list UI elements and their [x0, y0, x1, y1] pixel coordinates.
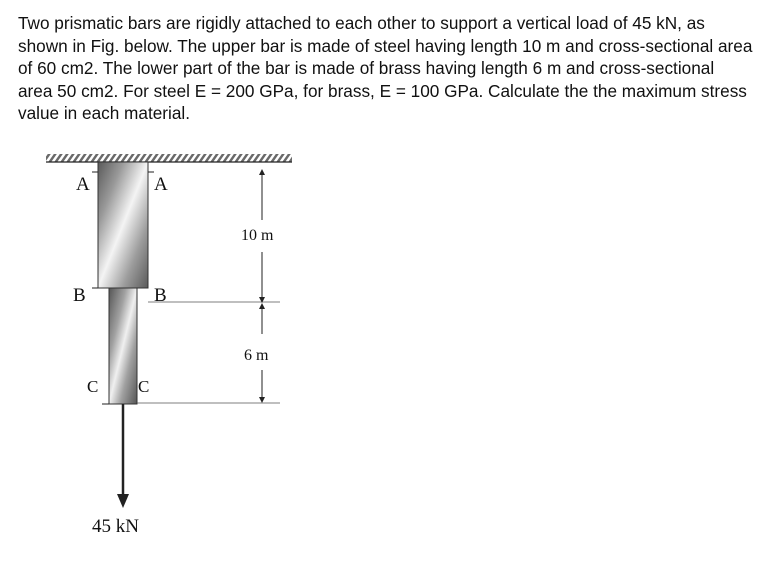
label-c-left: C	[87, 377, 99, 396]
load-label: 45 kN	[92, 516, 139, 537]
label-a-right: A	[154, 174, 168, 195]
dimension-lower-label: 6 m	[244, 347, 269, 364]
brass-bar	[109, 288, 137, 404]
dimension-upper-label: 10 m	[241, 227, 274, 244]
steel-bar	[98, 162, 148, 288]
bar-figure	[40, 148, 300, 558]
label-b-right: B	[154, 285, 167, 306]
figure-svg	[40, 148, 300, 558]
load-arrowhead	[117, 494, 129, 508]
problem-statement: Two prismatic bars are rigidly attached to each other to support a vertical load of 45 kN, as shown in Fig. below. The upper bar is made of steel having length 10 m and cross-sectional area of 60 cm2. The lower part of the bar is made of brass having length 6 m and cross-sectional area 50 cm2. For steel E = 200 GPa, for brass, E = 100 GPa. Calculate the the maximum stress value in each material.	[18, 13, 753, 124]
label-b-left: B	[73, 285, 86, 306]
fixed-support-hatch	[46, 154, 292, 162]
label-c-right: C	[138, 377, 150, 396]
label-a-left: A	[76, 174, 90, 195]
